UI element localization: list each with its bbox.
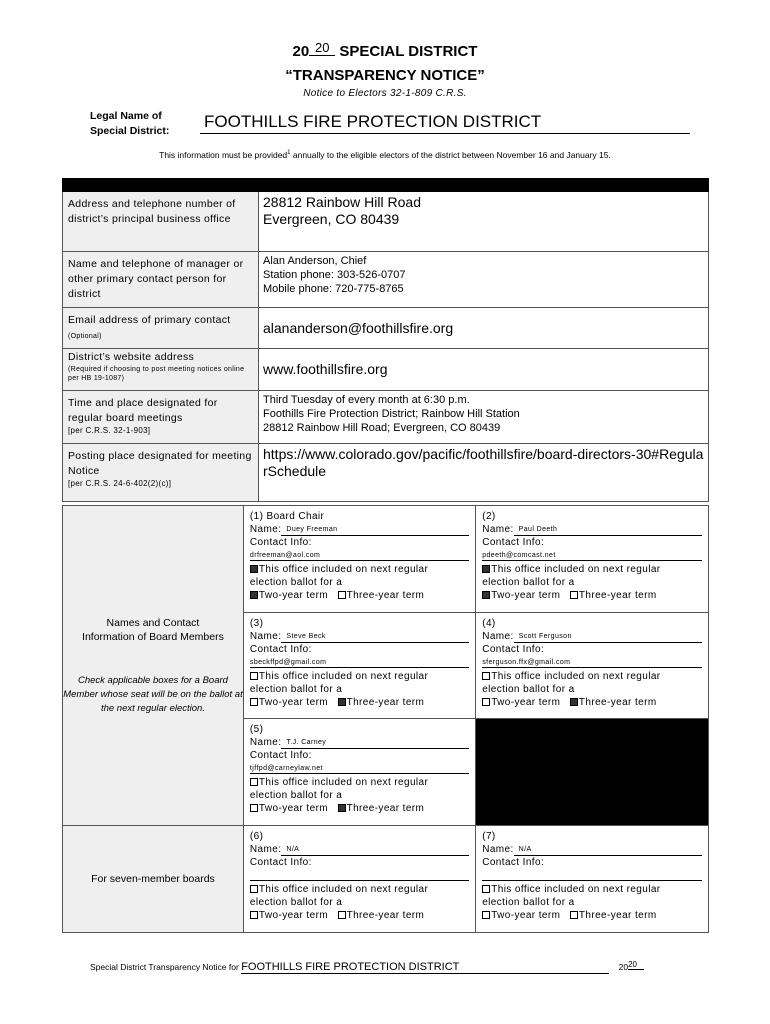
member-contact-field[interactable] — [482, 869, 702, 881]
name-label: Name: — [249, 737, 282, 748]
posting-statute-ref: [per C.R.S. 24-6-402(2)(c)] — [68, 479, 172, 488]
three-year-checkbox[interactable] — [570, 911, 578, 919]
member-name-field[interactable]: Duey Freeman — [281, 523, 469, 536]
address-label: Address and telephone number of district’s principal business office — [63, 192, 259, 252]
footer-district-field[interactable]: FOOTHILLS FIRE PROTECTION DISTRICT — [241, 961, 609, 974]
ballot-text: This office included on next regular — [491, 564, 661, 575]
member-name-field[interactable]: T.J. Carney — [281, 736, 469, 749]
legal-name-label-line2: Special District: — [90, 125, 170, 137]
ballot-checkbox[interactable] — [482, 885, 490, 893]
contact-label: Contact Info: — [482, 857, 545, 868]
blacked-out-cell — [476, 719, 709, 826]
manager-line2: Station phone: 303-526-0707 — [263, 269, 406, 281]
seven-member-label: For seven-member boards — [63, 826, 244, 933]
three-year-checkbox[interactable] — [570, 698, 578, 706]
ballot-text-2: election ballot for a — [249, 684, 343, 695]
ballot-text-2: election ballot for a — [249, 577, 343, 588]
member-cell — [476, 613, 709, 719]
ballot-text-2: election ballot for a — [482, 897, 575, 908]
member-number: (2) — [482, 511, 496, 522]
name-label: Name: — [249, 844, 282, 855]
two-year-checkbox[interactable] — [250, 698, 258, 706]
name-label: Name: — [482, 631, 514, 642]
website-label — [63, 349, 259, 391]
website-required-note: (Required if choosing to post meeting notices online per HB 19-1087) — [68, 366, 245, 382]
address-line1: 28812 Rainbow Hill Road — [263, 194, 421, 210]
two-year-checkbox[interactable] — [250, 804, 258, 812]
ballot-checkbox[interactable] — [250, 778, 258, 786]
ballot-text: This office included on next regular — [258, 671, 429, 682]
footnote-marker: 1 — [287, 150, 291, 157]
email-field[interactable]: alananderson@foothillsfire.org — [259, 308, 709, 349]
two-year-label: Two-year term — [491, 590, 561, 601]
posting-field[interactable]: https://www.colorado.gov/pacific/foothillsfire/board-directors-30#RegularSchedule — [259, 444, 709, 502]
member-cell — [243, 826, 475, 933]
two-year-label: Two-year term — [491, 697, 561, 708]
member-number: (6) — [249, 831, 264, 842]
name-label: Name: — [249, 631, 282, 642]
member-cell — [243, 506, 475, 613]
footer-year-prefix: 20 — [618, 962, 629, 972]
manager-field[interactable] — [259, 252, 709, 308]
member-contact-field[interactable]: pdeeth@comcast.net — [482, 549, 702, 561]
three-year-checkbox[interactable] — [338, 911, 346, 919]
two-year-checkbox[interactable] — [482, 698, 490, 706]
two-year-label: Two-year term — [258, 697, 329, 708]
website-label-text: District’s website address — [68, 351, 195, 363]
name-label: Name: — [482, 844, 514, 855]
two-year-label: Two-year term — [491, 910, 561, 921]
note-text-end: annually to the eligible electors of the district between November 16 and January 15. — [290, 150, 611, 160]
ballot-text: This office included on next regular — [258, 777, 429, 788]
three-year-label: Three-year term — [346, 910, 425, 921]
ballot-text-2: election ballot for a — [482, 577, 575, 588]
manager-line1: Alan Anderson, Chief — [263, 255, 367, 267]
two-year-checkbox[interactable] — [482, 911, 490, 919]
three-year-checkbox[interactable] — [338, 698, 346, 706]
three-year-checkbox[interactable] — [338, 804, 346, 812]
meetings-field[interactable] — [259, 391, 709, 444]
member-contact-field[interactable]: tjffpd@carneylaw.net — [250, 762, 469, 774]
two-year-label: Two-year term — [258, 590, 329, 601]
name-label: Name: — [482, 524, 514, 535]
member-name-field[interactable]: N/A — [514, 843, 702, 856]
ballot-checkbox[interactable] — [482, 565, 490, 573]
three-year-label: Three-year term — [346, 590, 425, 601]
legal-name-field[interactable]: FOOTHILLS FIRE PROTECTION DISTRICT — [200, 112, 690, 134]
meetings-line3: 28812 Rainbow Hill Road; Evergreen, CO 80439 — [263, 422, 501, 434]
member-contact-field[interactable] — [250, 869, 469, 881]
email-label — [63, 308, 259, 349]
footer-year-field[interactable]: 20 — [628, 960, 644, 970]
three-year-label: Three-year term — [578, 910, 657, 921]
ballot-text: This office included on next regular — [258, 884, 429, 895]
three-year-label: Three-year term — [346, 803, 425, 814]
ballot-text-2: election ballot for a — [482, 684, 575, 695]
contact-label: Contact Info: — [482, 644, 545, 655]
contact-label: Contact Info: — [249, 857, 312, 868]
ballot-checkbox[interactable] — [250, 885, 258, 893]
ballot-checkbox[interactable] — [482, 672, 490, 680]
ballot-checkbox[interactable] — [250, 565, 258, 573]
posting-label-text: Posting place designated for meeting Notice — [68, 450, 252, 477]
note-text: This information must be provided — [159, 150, 288, 160]
legal-name-label — [90, 109, 169, 139]
provision-note — [0, 150, 770, 160]
ballot-text-2: election ballot for a — [249, 897, 343, 908]
member-cell — [476, 826, 709, 933]
three-year-label: Three-year term — [578, 697, 657, 708]
member-contact-field[interactable]: sferguson.ffx@gmail.com — [482, 656, 702, 668]
member-cell — [476, 506, 709, 613]
member-cell — [243, 719, 475, 826]
title-line-2: “TRANSPARENCY NOTICE” — [285, 67, 485, 84]
member-contact-field[interactable]: drfreeman@aol.com — [250, 549, 469, 561]
meetings-label — [63, 391, 259, 444]
member-number: (1) Board Chair — [249, 511, 325, 522]
name-label: Name: — [249, 524, 282, 535]
board-members-table — [62, 505, 709, 933]
member-number: (5) — [249, 724, 264, 735]
member-number: (4) — [482, 618, 496, 629]
title-line-1: SPECIAL DISTRICT — [339, 43, 478, 60]
title-year-prefix: 20 — [292, 43, 310, 60]
address-field[interactable] — [259, 192, 709, 252]
ballot-text: This office included on next regular — [491, 884, 661, 895]
statute-subtitle: Notice to Electors 32-1-809 C.R.S. — [303, 88, 467, 99]
two-year-label: Two-year term — [258, 910, 329, 921]
table-header-bar — [63, 179, 709, 192]
two-year-checkbox[interactable] — [482, 591, 490, 599]
form-title — [0, 40, 770, 60]
member-name-field[interactable]: N/A — [281, 843, 469, 856]
board-group-label — [63, 506, 244, 826]
page-footer — [90, 961, 690, 974]
legal-name-label-line1: Legal Name of — [90, 110, 162, 122]
contact-label: Contact Info: — [249, 537, 312, 548]
member-name-field[interactable]: Steve Beck — [281, 630, 469, 643]
email-optional-note: (Optional) — [68, 333, 102, 340]
meetings-line2: Foothills Fire Protection District; Rainbow Hill Station — [263, 408, 520, 420]
three-year-label: Three-year term — [346, 697, 425, 708]
member-name-field[interactable]: Scott Ferguson — [514, 630, 702, 643]
ballot-text: This office included on next regular — [258, 564, 429, 575]
contact-label: Contact Info: — [249, 750, 312, 761]
three-year-checkbox[interactable] — [338, 591, 346, 599]
meetings-line1: Third Tuesday of every month at 6:30 p.m. — [263, 394, 470, 406]
meetings-label-text: Time and place designated for regular board meetings — [68, 397, 218, 424]
manager-label: Name and telephone of manager or other primary contact person for district — [63, 252, 259, 308]
ballot-checkbox[interactable] — [250, 672, 258, 680]
ballot-text: This office included on next regular — [491, 671, 661, 682]
check-boxes-note: Check applicable boxes for a Board Member whose seat will be on the ballot at the next regular election. — [63, 674, 243, 714]
website-field[interactable]: www.foothillsfire.org — [259, 349, 709, 391]
two-year-label: Two-year term — [258, 803, 329, 814]
email-label-text: Email address of primary contact — [68, 314, 231, 326]
manager-line3: Mobile phone: 720-775-8765 — [263, 283, 404, 295]
title-year-field[interactable]: 20 — [309, 40, 335, 56]
three-year-checkbox[interactable] — [570, 591, 578, 599]
footer-label: Special District Transparency Notice for — [90, 962, 239, 972]
member-number: (3) — [249, 618, 264, 629]
meetings-statute-ref: [per C.R.S. 32-1-903] — [68, 426, 151, 435]
board-group-label-line1: Names and Contact — [106, 616, 200, 629]
member-contact-field[interactable]: sbeckffpd@gmail.com — [250, 656, 469, 668]
district-info-table — [62, 178, 709, 502]
two-year-checkbox[interactable] — [250, 591, 258, 599]
posting-label — [63, 444, 259, 502]
two-year-checkbox[interactable] — [250, 911, 258, 919]
ballot-text-2: election ballot for a — [249, 790, 343, 801]
three-year-label: Three-year term — [578, 590, 657, 601]
board-group-label-line2: Information of Board Members — [82, 630, 224, 643]
address-line2: Evergreen, CO 80439 — [263, 211, 400, 227]
member-name-field[interactable]: Paul Deeth — [514, 523, 702, 536]
contact-label: Contact Info: — [249, 644, 312, 655]
contact-label: Contact Info: — [482, 537, 545, 548]
member-cell — [243, 613, 475, 719]
member-number: (7) — [482, 831, 496, 842]
